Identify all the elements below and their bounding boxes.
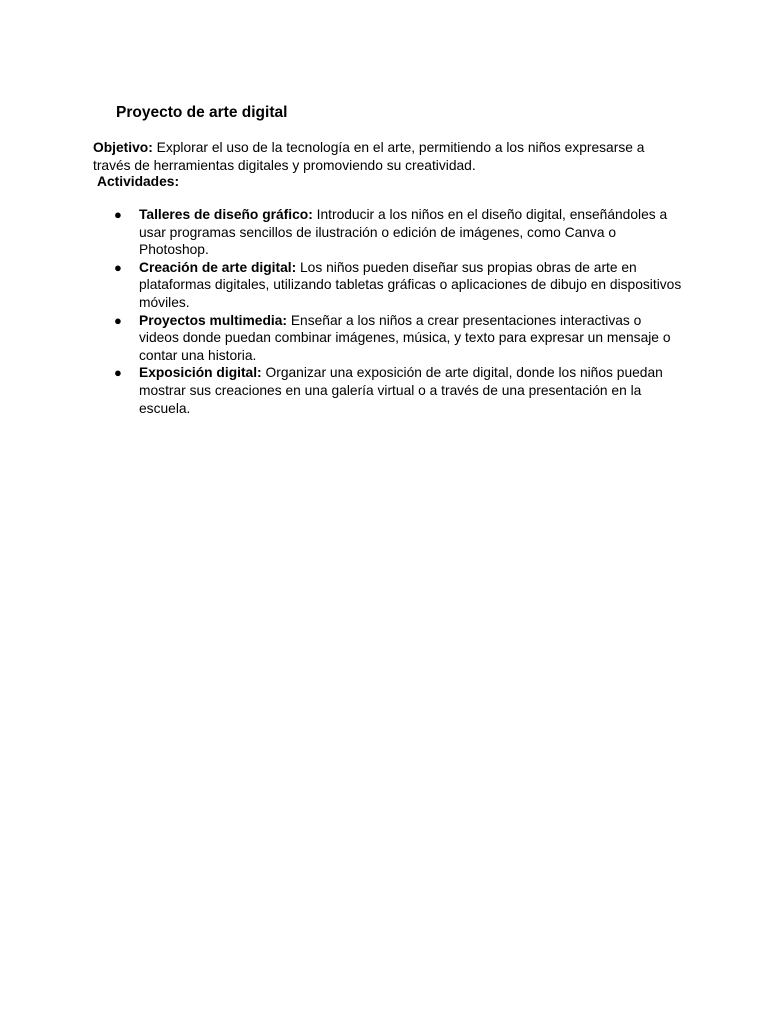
activity-text: Los niños pueden diseñar sus propias obras de arte en plataformas digitales, utilizando tabletas gráficas o aplicaciones de dibujo en dispositivos móviles. (139, 259, 682, 310)
objective-label: Objetivo: (93, 140, 153, 155)
activity-text: Introducir a los niños en el diseño digital, enseñándoles a usar programas sencillos de ilustración o edición de imágenes, como Canva o Photoshop. (139, 207, 668, 258)
activity-item (112, 206, 682, 259)
bullet-icon: ● (114, 365, 122, 381)
document-title: Proyecto de arte digital (116, 104, 288, 121)
activity-text: Enseñar a los niños a crear presentaciones interactivas o videos donde puedan combinar imágenes, música, y texto para expresar un mensaje o contar una historia. (139, 312, 671, 363)
bullet-icon: ● (114, 207, 122, 222)
bullet-icon: ● (114, 259, 122, 275)
bullet-icon: ● (114, 312, 122, 328)
activities-heading: Actividades: (97, 174, 180, 189)
activity-list (112, 206, 682, 417)
activity-label: Exposición digital: (139, 365, 262, 381)
objective-paragraph (93, 139, 683, 174)
activity-label: Talleres de diseño gráfico: (139, 207, 313, 222)
activity-label: Proyectos multimedia: (139, 312, 287, 328)
activity-label: Creación de arte digital: (139, 259, 297, 275)
activity-text: Organizar una exposición de arte digital, donde los niños puedan mostrar sus creaciones en una galería virtual o a través de una presentación en la escuela. (139, 365, 663, 416)
activity-item (112, 364, 682, 417)
objective-text: Explorar el uso de la tecnología en el arte, permitiendo a los niños expresarse a través de herramientas digitales y promoviendo su creatividad. (93, 140, 645, 173)
activity-item (112, 312, 682, 365)
activity-item (112, 259, 682, 312)
